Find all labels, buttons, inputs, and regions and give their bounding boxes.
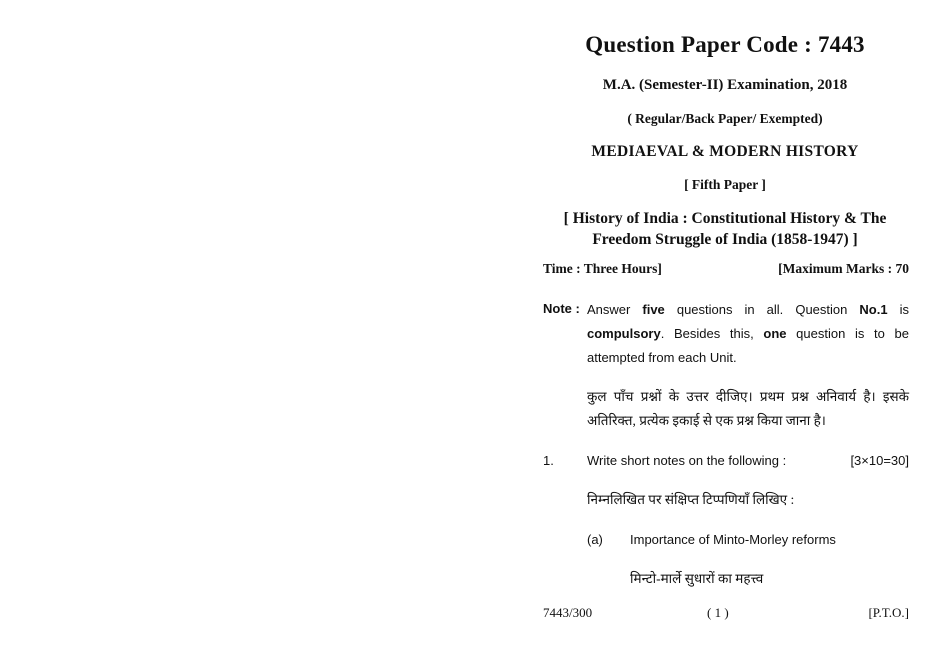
question-1-number: 1.: [543, 453, 554, 468]
note-bold-question-no: No.1: [859, 302, 888, 317]
paper-type: ( Regular/Back Paper/ Exempted): [627, 111, 823, 126]
question-1a-hindi: मिन्टो-मार्ले सुधारों का महत्त्व: [630, 571, 764, 586]
footer-paper-code: 7443/300: [543, 605, 593, 620]
subject-title: MEDIAEVAL & MODERN HISTORY: [591, 143, 859, 160]
note-text-2: questions in all. Question: [664, 302, 860, 317]
note-instructions-hindi: कुल पाँच प्रश्नों के उत्तर दीजिए। प्रथम प्रश्न अनिवार्य है। इसके अतिरिक्त, प्रत्येक इकाई से एक प्रश्न किया जाना है।: [587, 389, 909, 428]
course-title-line-2: Freedom Struggle of India (1858-1947) ]: [592, 231, 858, 248]
note-text-4: . Besides this,: [660, 326, 764, 341]
course-title: [540, 208, 910, 250]
note-text-1: Answer: [587, 302, 643, 317]
question-1a-text: Importance of Minto-Morley reforms: [630, 532, 836, 547]
paper-code-title: Question Paper Code : 7443: [585, 32, 865, 57]
paper-number: [ Fifth Paper ]: [684, 177, 766, 192]
time-allowed: Time : Three Hours]: [543, 261, 662, 276]
question-1-text: Write short notes on the following :: [587, 453, 787, 468]
question-1-hindi: निम्नलिखित पर संक्षिप्त टिप्पणियाँ लिखिए :: [587, 492, 795, 507]
note-label: Note :: [543, 301, 580, 316]
note-bold-five: five: [642, 302, 665, 317]
maximum-marks: [Maximum Marks : 70: [778, 261, 909, 276]
note-text-5: question is to be attempted from each Unit.: [587, 326, 909, 365]
exam-name: M.A. (Semester-II) Examination, 2018: [602, 77, 848, 93]
footer-pto: [P.T.O.]: [868, 605, 909, 620]
footer-page-number: ( 1 ): [707, 605, 729, 620]
question-1a-label: (a): [587, 532, 603, 547]
course-title-line-1: [ History of India : Constitutional History & The: [563, 210, 887, 227]
note-bold-one: one: [763, 326, 787, 341]
question-1-marks: [3×10=30]: [850, 453, 909, 468]
note-bold-compulsory: compulsory: [587, 326, 661, 341]
note-text-3: is: [887, 302, 910, 317]
note-instructions: [587, 298, 909, 370]
